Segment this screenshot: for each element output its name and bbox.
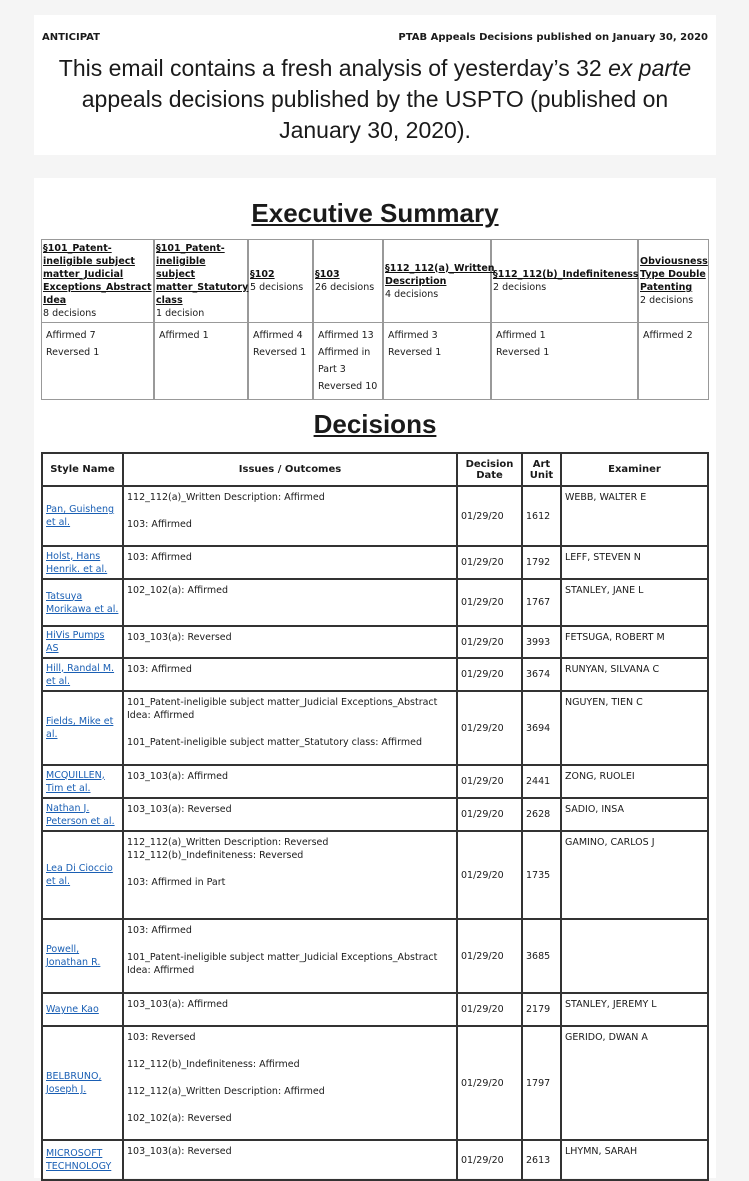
summary-outcome: Reversed 1 [496, 347, 550, 358]
examiner-name: GAMINO, CARLOS J [565, 837, 655, 848]
summary-outcome: Affirmed 1 [496, 330, 546, 341]
examiner-name: GERIDO, DWAN A [565, 1032, 648, 1043]
examiner-name: RUNYAN, SILVANA C [565, 664, 660, 675]
decision-date: 01/29/20 [461, 950, 504, 962]
issue-outcome: 103: Reversed [127, 1032, 196, 1043]
intro-after: appeals decisions published by the USPTO (published on January 30, 2020). [81, 86, 669, 143]
art-unit-cell [522, 798, 561, 831]
style-name-cell [42, 765, 123, 798]
issues-cell [123, 993, 457, 1026]
summary-column-link[interactable]: §112_112(a)_Written Description [385, 262, 495, 287]
art-unit: 1792 [526, 557, 551, 568]
decision-date-cell [457, 831, 522, 919]
decision-row [42, 919, 708, 993]
decision-row [42, 1026, 708, 1140]
summary-column-link[interactable]: Obviousness Type Double Patenting [640, 256, 708, 293]
case-link[interactable]: Tatsuya Morikawa et al. [46, 590, 119, 615]
case-link[interactable]: Pan, Guisheng et al. [46, 504, 115, 528]
summary-outcome: Reversed 10 [318, 381, 378, 392]
issues-cell [123, 626, 457, 658]
examiner-cell [561, 765, 708, 798]
decision-date: 01/29/20 [461, 669, 504, 680]
issue-outcome: 112_112(b)_Indefiniteness: Reversed [127, 850, 304, 861]
summary-column-outcomes [41, 322, 154, 400]
art-unit-cell [522, 993, 561, 1026]
decision-row [42, 765, 708, 798]
decision-date: 01/29/20 [461, 722, 504, 734]
issue-outcome: 103: Affirmed [127, 552, 192, 563]
examiner-name: WEBB, WALTER E [565, 492, 647, 503]
decisions-table [41, 452, 709, 1181]
issue-outcome: 103_103(a): Reversed [127, 804, 232, 815]
decision-date-cell [457, 765, 522, 798]
summary-table [41, 239, 709, 400]
art-unit-cell [522, 546, 561, 579]
style-name-cell [42, 658, 123, 691]
summary-column-link[interactable]: §103 [315, 269, 340, 280]
examiner-name: LEFF, STEVEN N [565, 552, 641, 563]
summary-outcome: Reversed 1 [253, 347, 307, 358]
issues-cell [123, 579, 457, 626]
issues-cell [123, 658, 457, 691]
decision-date: 01/29/20 [461, 597, 504, 608]
decision-date-cell [457, 798, 522, 831]
summary-column-link[interactable]: §101_Patent-ineligible subject matter_Statutory class [156, 243, 249, 306]
decision-date-cell [457, 1140, 522, 1180]
case-link[interactable]: MICROSOFT TECHNOLOGY [46, 1148, 112, 1172]
decision-date-cell [457, 919, 522, 993]
examiner-cell [561, 831, 708, 919]
decision-date-cell [457, 691, 522, 765]
decision-date-cell [457, 1026, 522, 1140]
examiner-cell [561, 546, 708, 579]
decision-date: 01/29/20 [461, 776, 504, 787]
summary-column-count: 8 decisions [43, 308, 97, 319]
summary-column-header [248, 239, 313, 322]
summary-column-count: 2 decisions [493, 282, 547, 293]
style-name-cell [42, 486, 123, 546]
summary-column-header [154, 239, 248, 322]
style-name-cell [42, 626, 123, 658]
style-name-cell [42, 691, 123, 765]
case-link[interactable]: BELBRUNO, Joseph J. [46, 1071, 102, 1095]
summary-column-header [313, 239, 383, 322]
issues-cell [123, 1140, 457, 1180]
email-body [34, 178, 716, 1178]
decision-date: 01/29/20 [461, 1004, 504, 1015]
examiner-name: NGUYEN, TIEN C [565, 697, 643, 708]
summary-column-outcomes [383, 322, 491, 400]
issue-outcome: 112_112(a)_Written Description: Affirmed [127, 1086, 325, 1097]
summary-column-outcomes [154, 322, 248, 400]
style-name-cell [42, 831, 123, 919]
art-unit-cell [522, 579, 561, 626]
summary-column-count: 26 decisions [315, 282, 375, 293]
email-header [34, 15, 716, 155]
issue-outcome: 112_112(a)_Written Description: Affirmed [127, 492, 325, 503]
examiner-cell [561, 486, 708, 546]
decision-row [42, 546, 708, 579]
art-unit-cell [522, 626, 561, 658]
summary-outcome: Affirmed 2 [643, 330, 693, 341]
summary-outcome: Affirmed 4 [253, 330, 303, 341]
summary-column-header [383, 239, 495, 322]
examiner-cell [561, 626, 708, 658]
summary-column-count: 1 decision [156, 308, 205, 319]
examiner-cell [561, 658, 708, 691]
summary-column-outcomes [491, 322, 638, 400]
case-link[interactable]: Powell, Jonathan R. [46, 944, 101, 968]
intro-italic: ex parte [608, 55, 692, 81]
art-unit: 2628 [526, 809, 551, 820]
summary-outcome: Affirmed 3 [388, 330, 438, 341]
issues-cell [123, 1026, 457, 1140]
issue-outcome: 101_Patent-ineligible subject matter_Judicial Exceptions_Abstract Idea: Affirmed [127, 952, 438, 976]
executive-summary-title: Executive Summary [251, 198, 499, 228]
art-unit: 3685 [526, 950, 551, 962]
examiner-cell [561, 919, 708, 993]
decision-date-cell [457, 658, 522, 691]
examiner-cell [561, 993, 708, 1026]
decision-date: 01/29/20 [461, 1077, 504, 1089]
examiner-name: STANLEY, JANE L [565, 585, 644, 596]
decision-date: 01/29/20 [461, 869, 504, 881]
case-link[interactable]: Holst, Hans Henrik. et al. [46, 550, 108, 575]
issues-cell [123, 765, 457, 798]
art-unit: 1612 [526, 510, 551, 522]
art-unit-cell [522, 1140, 561, 1180]
decision-date: 01/29/20 [461, 510, 504, 522]
decision-date-cell [457, 626, 522, 658]
case-link[interactable]: Hill, Randal M. et al. [46, 662, 115, 687]
examiner-name: STANLEY, JEREMY L [565, 999, 657, 1010]
summary-column-header [491, 239, 638, 322]
decision-row [42, 658, 708, 691]
art-unit: 3993 [526, 636, 551, 648]
decision-date: 01/29/20 [461, 636, 504, 648]
intro-before: This email contains a fresh analysis of yesterday’s 32 [58, 55, 609, 81]
art-unit: 3674 [526, 669, 551, 680]
examiner-name: ZONG, RUOLEI [565, 771, 635, 782]
summary-column-header [41, 239, 154, 322]
decision-row [42, 798, 708, 831]
summary-column-outcomes [248, 322, 313, 400]
style-name-cell [42, 579, 123, 626]
summary-outcome: Reversed 1 [388, 347, 442, 358]
decision-row [42, 626, 708, 658]
art-unit: 3694 [526, 722, 551, 734]
issues-cell [123, 798, 457, 831]
issue-outcome: 102_102(a): Affirmed [127, 585, 229, 596]
issue-outcome: 112_112(a)_Written Description: Reversed [127, 837, 329, 848]
intro-text [34, 43, 716, 146]
issue-outcome: 103_103(a): Reversed [127, 1146, 232, 1157]
case-link[interactable]: Nathan J. Peterson et al. [46, 802, 115, 827]
case-link[interactable]: Lea Di Cioccio et al. [46, 863, 113, 887]
issues-cell [123, 546, 457, 579]
case-link[interactable]: MCQUILLEN, Tim et al. [46, 769, 105, 794]
art-unit-cell [522, 691, 561, 765]
style-name-cell [42, 546, 123, 579]
style-name-cell [42, 1140, 123, 1180]
summary-outcome: Affirmed 7 [46, 330, 96, 341]
art-unit: 1767 [526, 597, 551, 608]
summary-column-header [638, 239, 709, 322]
summary-column-count: 4 decisions [385, 288, 439, 300]
issues-cell [123, 486, 457, 546]
summary-column-count: 2 decisions [640, 295, 694, 306]
art-unit-cell [522, 765, 561, 798]
issue-outcome: 112_112(b)_Indefiniteness: Affirmed [127, 1059, 300, 1070]
header-tagline: PTAB Appeals Decisions published on January 30, 2020 [398, 32, 708, 43]
art-unit-cell [522, 919, 561, 993]
issue-outcome: 103: Affirmed [127, 925, 192, 936]
issue-outcome: 103: Affirmed in Part [127, 877, 226, 888]
style-name-cell [42, 1026, 123, 1140]
decisions-title: Decisions [313, 409, 437, 439]
col-issues: Issues / Outcomes [123, 453, 457, 486]
decision-date-cell [457, 579, 522, 626]
art-unit: 2441 [526, 776, 551, 787]
examiner-cell [561, 798, 708, 831]
issues-cell [123, 919, 457, 993]
summary-column-link[interactable]: §101_Patent-ineligible subject matter_Judicial Exceptions_Abstract Idea [43, 243, 152, 306]
col-decision-date: Decision Date [457, 453, 522, 486]
decision-date: 01/29/20 [461, 557, 504, 568]
summary-outcome: Affirmed in Part 3 [318, 347, 371, 375]
case-link[interactable]: Wayne Kao [46, 1004, 99, 1015]
issue-outcome: 101_Patent-ineligible subject matter_Judicial Exceptions_Abstract Idea: Affirmed [127, 697, 438, 721]
decision-row [42, 993, 708, 1026]
summary-column-link[interactable]: §112_112(b)_Indefiniteness [493, 269, 639, 280]
decision-row [42, 486, 708, 546]
art-unit-cell [522, 486, 561, 546]
issues-cell [123, 831, 457, 919]
brand-name: ANTICIPAT [42, 32, 100, 43]
art-unit: 2179 [526, 1004, 551, 1015]
art-unit-cell [522, 1026, 561, 1140]
summary-outcome: Affirmed 13 [318, 330, 374, 341]
decision-date-cell [457, 486, 522, 546]
style-name-cell [42, 798, 123, 831]
summary-outcome: Reversed 1 [46, 347, 100, 358]
summary-column-count: 5 decisions [250, 282, 304, 293]
issue-outcome: 103_103(a): Reversed [127, 632, 232, 643]
art-unit: 2613 [526, 1154, 551, 1166]
examiner-name: SADIO, INSA [565, 804, 624, 815]
art-unit-cell [522, 831, 561, 919]
decision-date: 01/29/20 [461, 1154, 504, 1166]
summary-outcome: Affirmed 1 [159, 330, 209, 341]
col-art-unit: Art Unit [522, 453, 561, 486]
examiner-name: FETSUGA, ROBERT M [565, 632, 665, 643]
issue-outcome: 103: Affirmed [127, 664, 192, 675]
style-name-cell [42, 993, 123, 1026]
examiner-cell [561, 1140, 708, 1180]
case-link[interactable]: HiVis Pumps AS [46, 630, 105, 654]
decision-date-cell [457, 993, 522, 1026]
decision-date-cell [457, 546, 522, 579]
decision-row [42, 579, 708, 626]
decision-row [42, 1140, 708, 1180]
summary-column-outcomes [313, 322, 383, 400]
style-name-cell [42, 919, 123, 993]
issue-outcome: 101_Patent-ineligible subject matter_Statutory class: Affirmed [127, 737, 422, 748]
issue-outcome: 102_102(a): Reversed [127, 1113, 232, 1124]
summary-column-link[interactable]: §102 [250, 269, 275, 280]
art-unit-cell [522, 658, 561, 691]
summary-column-outcomes [638, 322, 709, 400]
decision-row [42, 691, 708, 765]
case-link[interactable]: Fields, Mike et al. [46, 716, 114, 740]
art-unit: 1735 [526, 869, 551, 881]
issue-outcome: 103_103(a): Affirmed [127, 771, 229, 782]
decision-date: 01/29/20 [461, 809, 504, 820]
examiner-cell [561, 1026, 708, 1140]
col-examiner: Examiner [561, 453, 708, 486]
examiner-cell [561, 579, 708, 626]
examiner-name: LHYMN, SARAH [565, 1146, 638, 1157]
decision-row [42, 831, 708, 919]
issue-outcome: 103_103(a): Affirmed [127, 999, 229, 1010]
art-unit: 1797 [526, 1077, 551, 1089]
col-style-name: Style Name [42, 453, 123, 486]
issue-outcome: 103: Affirmed [127, 519, 192, 530]
issues-cell [123, 691, 457, 765]
examiner-cell [561, 691, 708, 765]
